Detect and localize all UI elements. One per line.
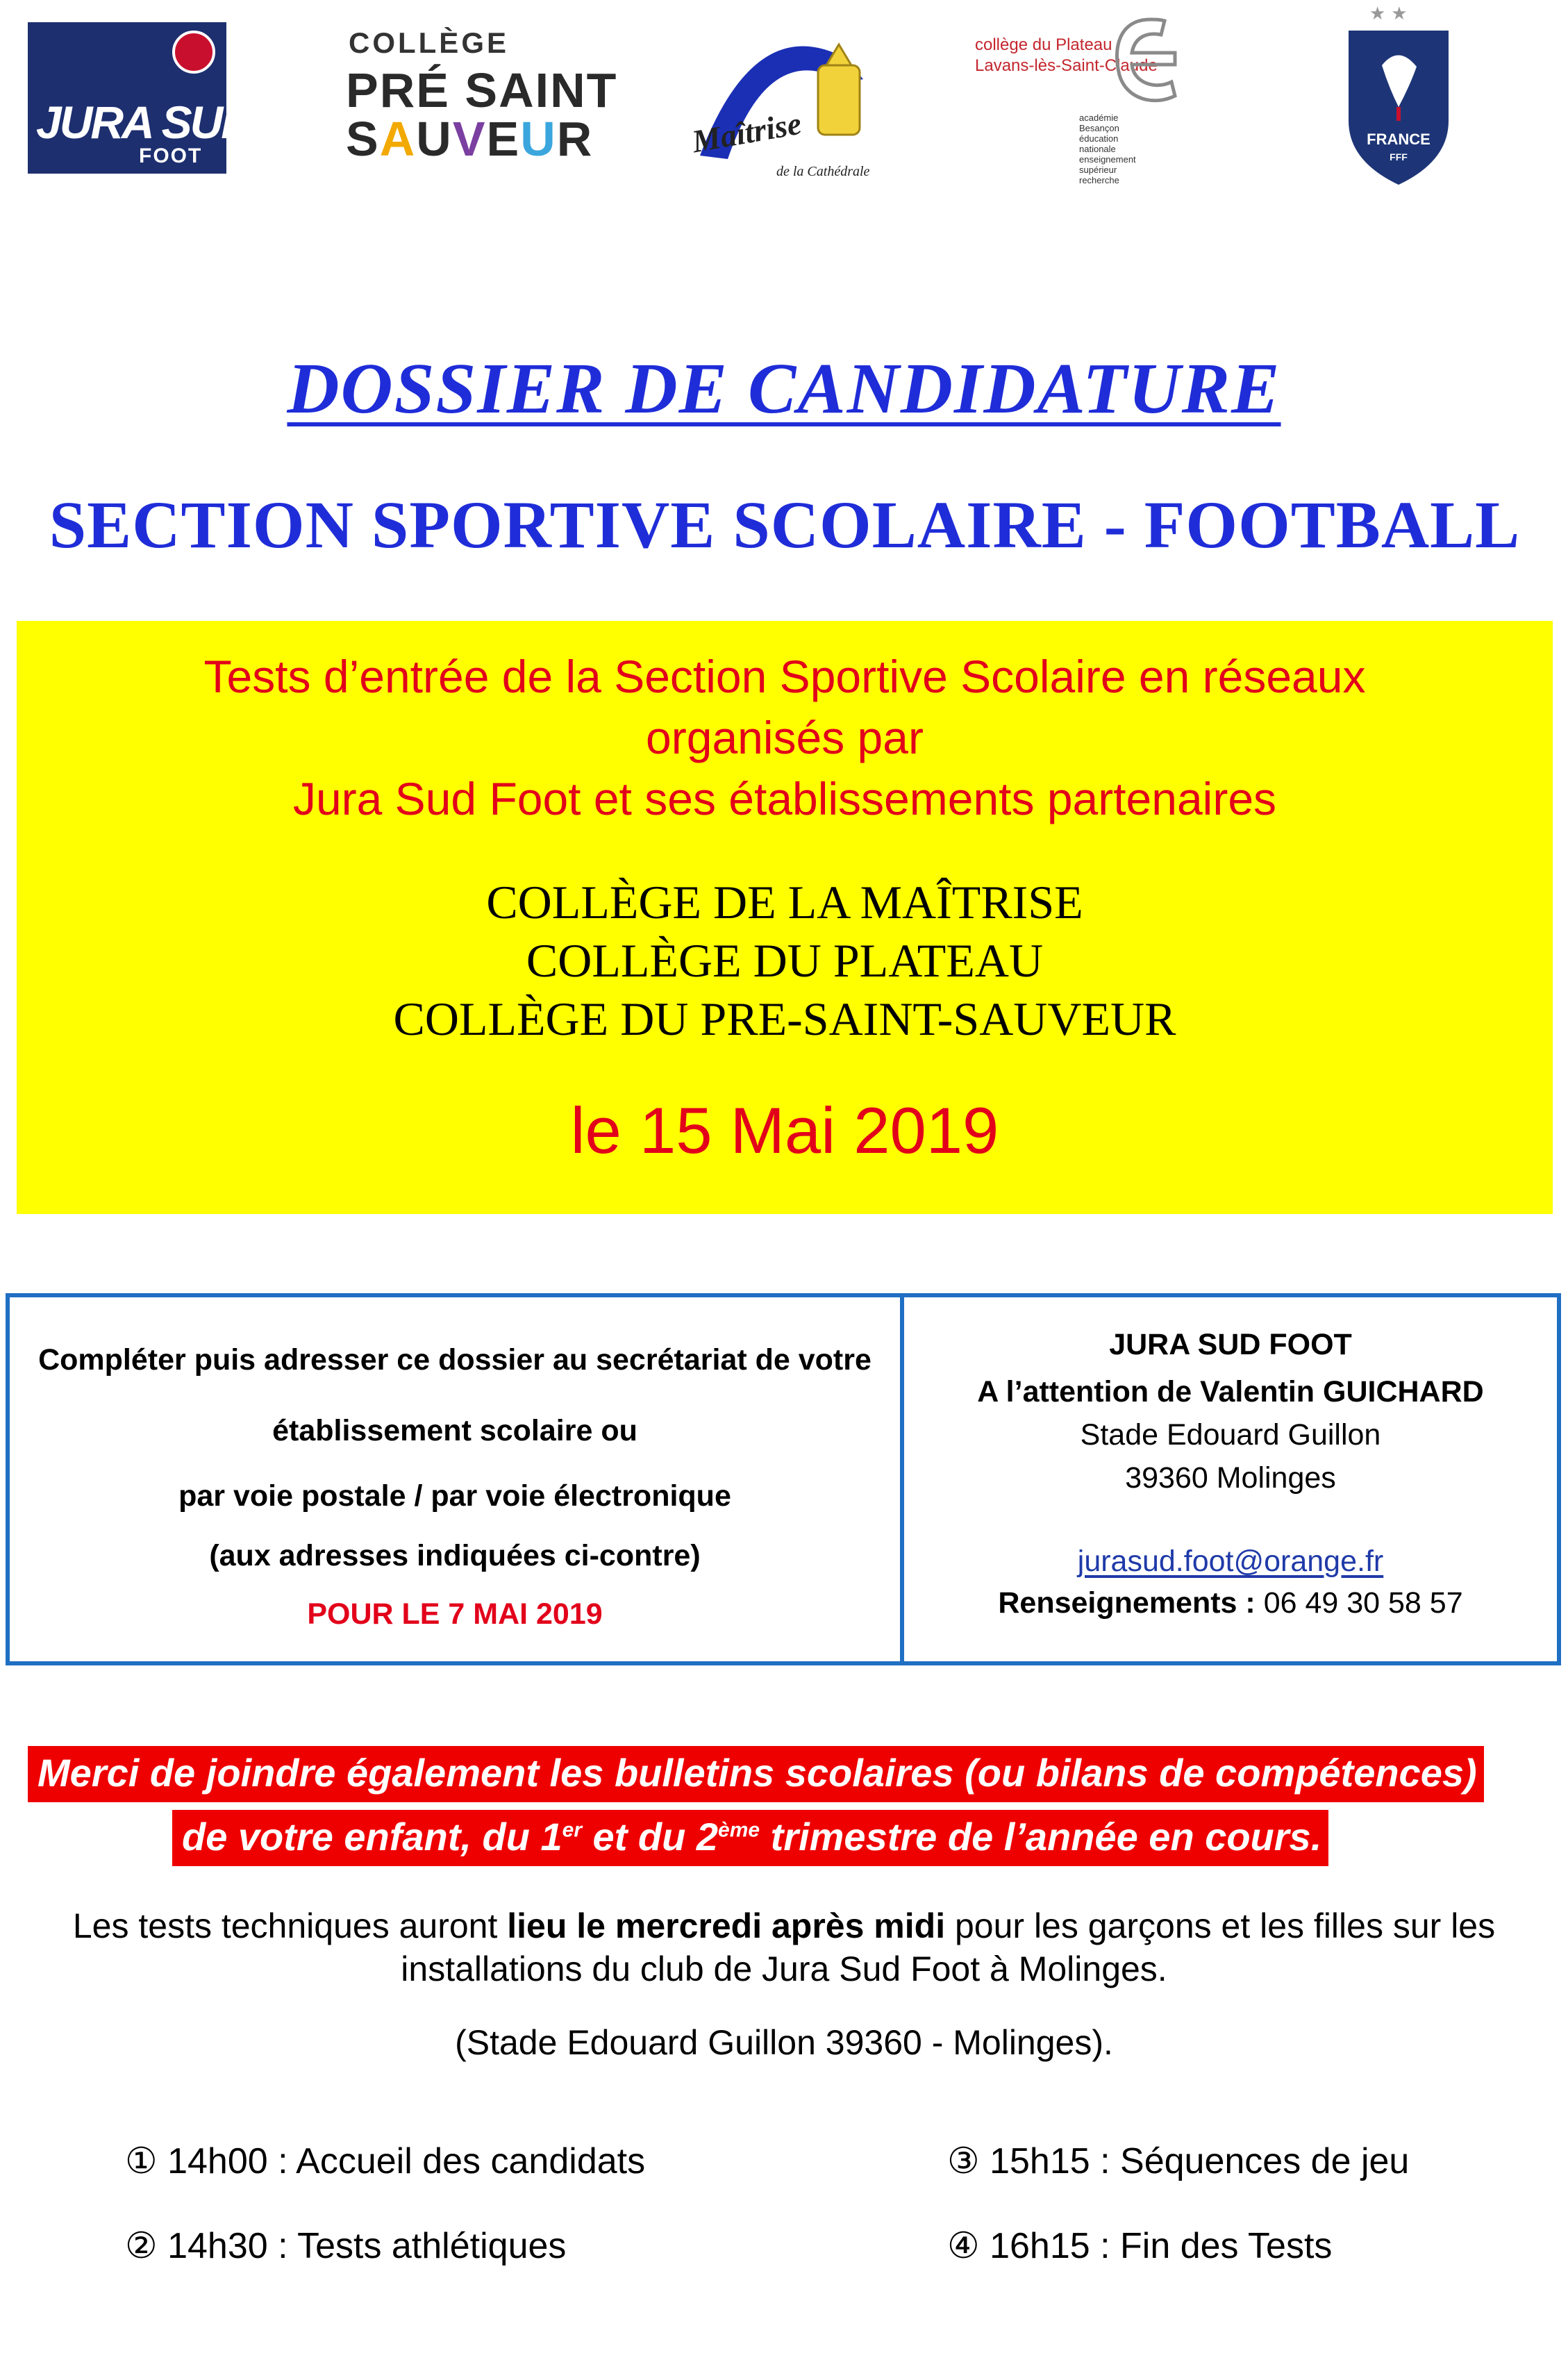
number-icon: ③: [947, 2141, 980, 2181]
number-icon: ①: [125, 2141, 158, 2181]
submission-line: par voie postale / par voie électronique: [178, 1479, 731, 1513]
college-name: COLLÈGE DU PLATEAU: [526, 934, 1044, 987]
arch-icon: [672, 17, 894, 183]
logo-subtext: de la Cathédrale: [776, 164, 870, 179]
contact-org: JURA SUD FOOT: [1109, 1328, 1352, 1361]
schedule-item: ③ 15h15 : Séquences de jeu: [947, 2141, 1410, 2181]
phone-label: Renseignements :: [998, 1586, 1256, 1620]
contact-attention: A l’attention de Valentin GUICHARD: [977, 1375, 1484, 1408]
submission-deadline: POUR LE 7 MAI 2019: [307, 1597, 603, 1631]
college-maitrise-logo: [672, 17, 894, 183]
contact-address: 39360 Molinges: [1125, 1461, 1336, 1495]
notice-banner-line: de votre enfant, du 1er et du 2ème trimestre de l’année en cours.: [172, 1810, 1328, 1866]
number-icon: ②: [125, 2226, 158, 2266]
logo-text: SAUVEUR: [346, 112, 594, 166]
page-title: DOSSIER DE CANDIDATURE: [287, 349, 1281, 429]
submission-line: Compléter puis adresser ce dossier au secrétariat de votre: [38, 1343, 871, 1377]
football-icon: [172, 31, 215, 74]
logo-subtext: FFF: [1390, 151, 1408, 163]
phone-number: 06 49 30 58 57: [1263, 1586, 1463, 1620]
event-info-box: [17, 621, 1553, 1214]
tests-info-line: (Stade Edouard Guillon 39360 - Molinges).: [455, 2023, 1113, 2062]
schedule-item: ① 14h00 : Accueil des candidats: [125, 2141, 646, 2181]
contact-email-row: [904, 1545, 1557, 1579]
tests-info-line: Les tests techniques auront lieu le mercredi après midi pour les garçons et les filles sur les: [72, 1906, 1496, 1945]
logo-text: FRANCE: [1367, 131, 1431, 148]
contact-phone-row: [904, 1586, 1557, 1620]
submission-info-table: [6, 1293, 1561, 1665]
tests-info-line: installations du club de Jura Sud Foot à Molinges.: [401, 1949, 1167, 1988]
submission-line: établissement scolaire ou: [272, 1414, 637, 1447]
contact-email-link[interactable]: jurasud.foot@orange.fr: [1077, 1545, 1384, 1578]
number-icon: ④: [947, 2226, 980, 2266]
education-nationale-icon: [1106, 13, 1196, 110]
logo-subtext: FOOT: [139, 144, 203, 167]
intro-line: Tests d’entrée de la Section Sportive Scolaire en réseaux: [203, 651, 1366, 702]
college-plateau-logo: [975, 7, 1204, 193]
intro-line: organisés par: [646, 712, 924, 763]
logo-text: Maîtrise: [689, 105, 804, 160]
logo-text: collège du Plateau Lavans-lès-Saint-Claude: [975, 35, 1158, 75]
intro-line: Jura Sud Foot et ses établissements partenaires: [292, 773, 1277, 824]
college-name: COLLÈGE DE LA MAÎTRISE: [486, 876, 1083, 929]
notice-banner-line: Merci de joindre également les bulletins scolaires (ou bilans de compétences): [28, 1746, 1484, 1802]
page-subtitle: SECTION SPORTIVE SCOLAIRE - FOOTBALL: [49, 488, 1521, 562]
contact-address: Stade Edouard Guillon: [1080, 1418, 1381, 1452]
event-date: le 15 Mai 2019: [570, 1094, 999, 1167]
submission-line: (aux adresses indiquées ci-contre): [209, 1539, 701, 1572]
logo-text: COLLÈGE: [349, 26, 510, 59]
college-pre-saint-sauveur-logo: [346, 26, 618, 166]
college-name: COLLÈGE DU PRE-SAINT-SAUVEUR: [393, 992, 1176, 1045]
logo-text: JURA SUD: [36, 97, 252, 148]
schedule-item: ④ 16h15 : Fin des Tests: [947, 2226, 1333, 2266]
logo-text: PRÉ SAINT: [346, 63, 618, 117]
logo-subtext: académie Besançon éducation nationale enseignement supérieur recherche: [1079, 113, 1136, 185]
schedule-item: ② 14h30 : Tests athlétiques: [125, 2226, 567, 2266]
stars-icon: ★★: [1369, 3, 1413, 24]
fff-logo: [1340, 3, 1457, 190]
jura-sud-foot-logo: [28, 22, 252, 174]
